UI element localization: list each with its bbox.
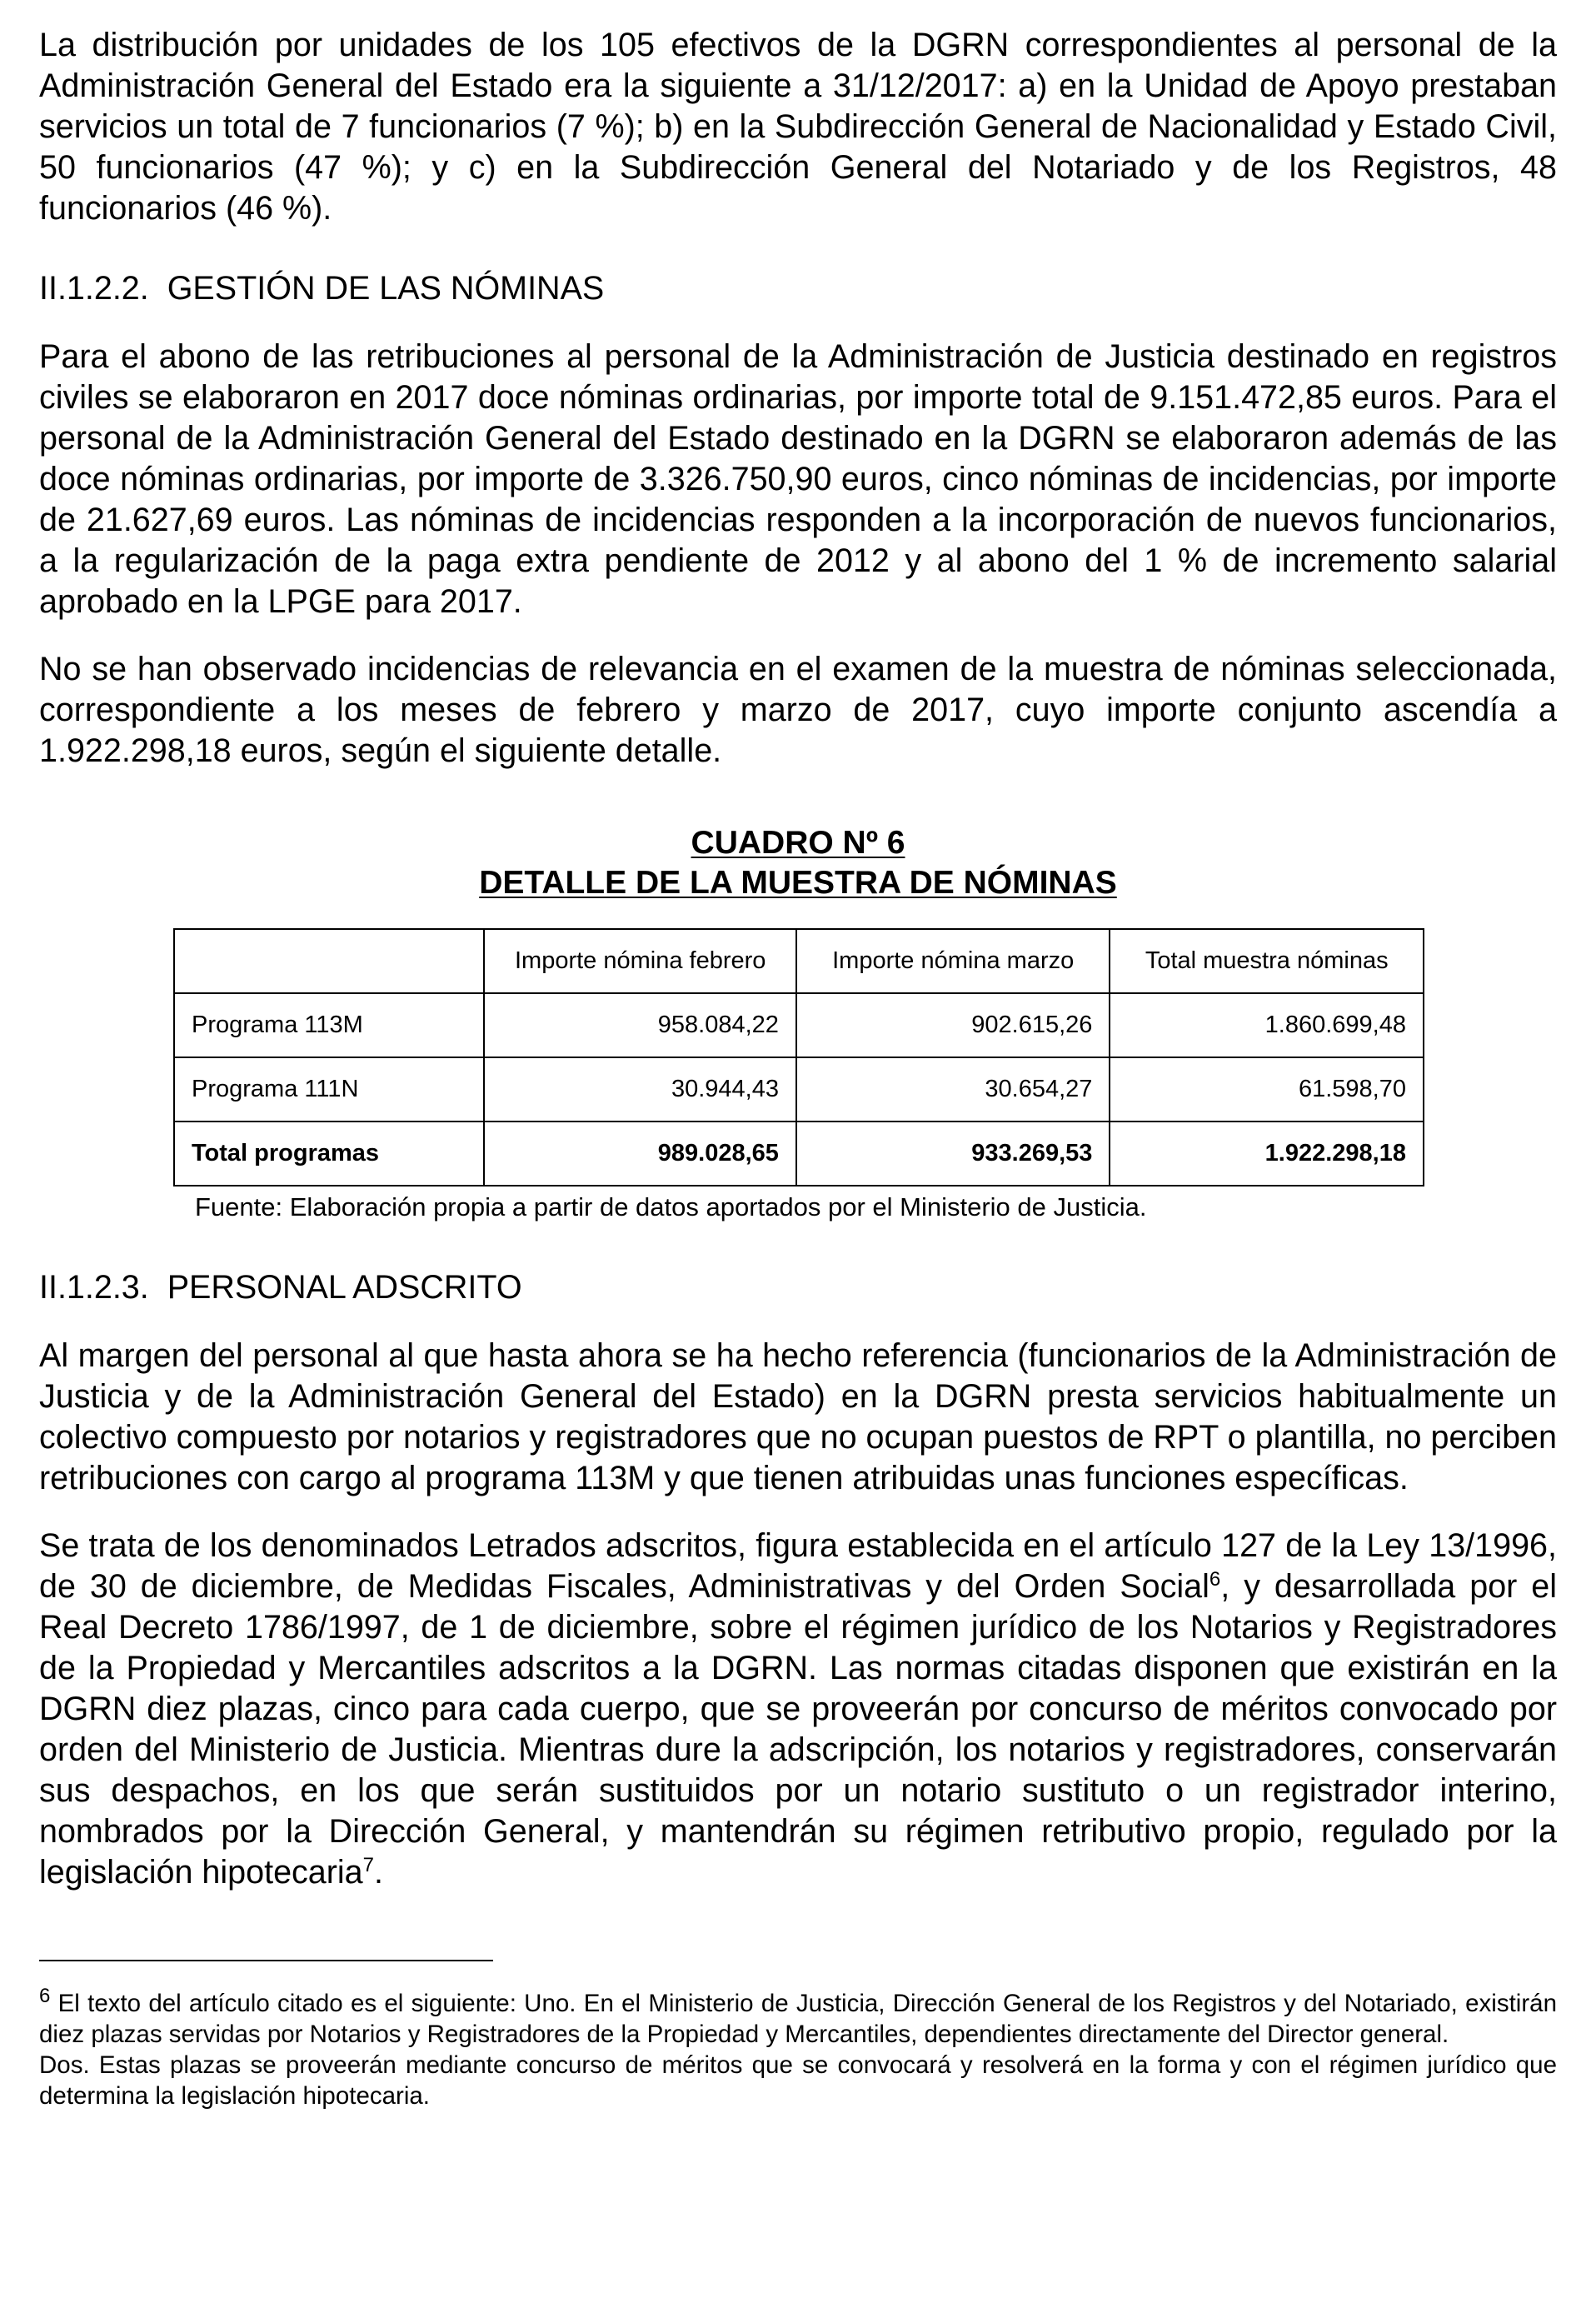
footnote-6-continuation: Dos. Estas plazas se proveerán mediante concurso de méritos que se convocará y resolverá en la forma y con el régimen jurídico que determina la legislación hipotecaria.	[39, 2051, 1557, 2110]
header-cell-total: Total muestra nóminas	[1110, 929, 1424, 993]
row-label: Programa 113M	[174, 993, 484, 1057]
table-total-row	[174, 1122, 1424, 1186]
paragraph-text-part2: , y desarrollada por el Real Decreto 1786/1997, de 1 de diciembre, sobre el régimen jurídico de los Notarios y Registradores de la Propiedad y Mercantiles adscritos a la DGRN. Las normas citadas disponen que existirán en la DGRN diez plazas, cinco para cada cuerpo, que se proveerán por concurso de méritos convocado por orden del Ministerio de Justicia. Mientras dure la adscripción, los notarios y registradores, conservarán sus despachos, en los que serán sustituidos por un notario sustituto o un registrador interino, nombrados por la Dirección General, y mantendrán su régimen retributivo propio, regulado por la legislación hipotecaria	[39, 1568, 1557, 1891]
payroll-sample-table	[173, 928, 1424, 1186]
page-content	[39, 25, 1557, 2111]
paragraph-letrados-adscritos	[39, 1526, 1557, 1893]
cell-marzo: 933.269,53	[796, 1122, 1110, 1186]
paragraph-text-part3: .	[374, 1854, 383, 1891]
table-title: DETALLE DE LA MUESTRA DE NÓMINAS	[479, 865, 1117, 901]
table-source-note: Fuente: Elaboración propia a partir de datos aportados por el Ministerio de Justicia.	[195, 1192, 1147, 1221]
cell-total: 1.860.699,48	[1110, 993, 1424, 1057]
footnote-reference-7[interactable]: 7	[362, 1853, 375, 1876]
paragraph-abono-retribuciones: Para el abono de las retribuciones al personal de la Administración de Justicia destinado en registros civiles se elaboraron en 2017 doce nóminas ordinarias, por importe total de 9.151.472,85 euros. Para el personal de la Administración General del Estado destinado en la DGRN se elaboraron además de las doce nóminas ordinarias, por importe de 3.326.750,90 euros, cinco nóminas de incidencias, por importe de 21.627,69 euros. Las nóminas de incidencias responden a la incorporación de nuevos funcionarios, a la regularización de la paga extra pendiente de 2012 y al abono del 1 % de incremento salarial aprobado en la LPGE para 2017.	[39, 338, 1557, 620]
footnote-6	[39, 1985, 1557, 2050]
section-heading-personal-adscrito: II.1.2.3. PERSONAL ADSCRITO	[39, 1269, 522, 1306]
cell-total: 61.598,70	[1110, 1057, 1424, 1122]
table-row	[174, 993, 1424, 1057]
table-header-row	[174, 929, 1424, 993]
paragraph-muestra-nominas: No se han observado incidencias de relevancia en el examen de la muestra de nóminas seleccionada, correspondiente a los meses de febrero y marzo de 2017, cuyo importe conjunto ascendía a 1.922.298,18 euros, según el siguiente detalle.	[39, 651, 1557, 769]
paragraph-distribucion: La distribución por unidades de los 105 efectivos de la DGRN correspondientes al personal de la Administración General del Estado era la siguiente a 31/12/2017: a) en la Unidad de Apoyo prestaban servicios un total de 7 funcionarios (7 %); b) en la Subdirección General de Nacionalidad y Estado Civil, 50 funcionarios (47 %); y c) en la Subdirección General del Notariado y de los Registros, 48 funcionarios (46 %).	[39, 27, 1557, 227]
table-number: CUADRO Nº 6	[691, 825, 905, 861]
footnote-marker: 6	[39, 1985, 51, 2008]
cell-marzo: 30.654,27	[796, 1057, 1110, 1122]
header-cell-marzo: Importe nómina marzo	[796, 929, 1110, 993]
cell-febrero: 958.084,22	[484, 993, 796, 1057]
paragraph-text-part1: Se trata de los denominados Letrados adscritos, figura establecida en el artículo 127 de la Ley 13/1996, de 30 de diciembre, de Medidas Fiscales, Administrativas y del Orden Social	[39, 1527, 1557, 1605]
footnote-text-1: El texto del artículo citado es el siguiente: Uno. En el Ministerio de Justicia, Dirección General de los Registros y del Notariado, existirán diez plazas servidas por Notarios y Registradores de la Propiedad y Mercantiles, dependientes directamente del Director general.	[39, 1990, 1557, 2048]
cell-total: 1.922.298,18	[1110, 1122, 1424, 1186]
header-cell-febrero: Importe nómina febrero	[484, 929, 796, 993]
cell-febrero: 30.944,43	[484, 1057, 796, 1122]
cell-febrero: 989.028,65	[484, 1122, 796, 1186]
row-label: Programa 111N	[174, 1057, 484, 1122]
paragraph-margen-personal: Al margen del personal al que hasta ahora se ha hecho referencia (funcionarios de la Administración de Justicia y de la Administración General del Estado) en la DGRN presta servicios habitualmente un colectivo compuesto por notarios y registradores que no ocupan puestos de RPT o plantilla, no perciben retribuciones con cargo al programa 113M y que tienen atribuidas unas funciones específicas.	[39, 1337, 1557, 1496]
header-cell-empty	[174, 929, 484, 993]
section-heading-gestion-nominas: II.1.2.2. GESTIÓN DE LAS NÓMINAS	[39, 270, 605, 307]
row-label: Total programas	[174, 1122, 484, 1186]
table-row	[174, 1057, 1424, 1122]
cell-marzo: 902.615,26	[796, 993, 1110, 1057]
footnote-reference-6[interactable]: 6	[1209, 1567, 1221, 1591]
